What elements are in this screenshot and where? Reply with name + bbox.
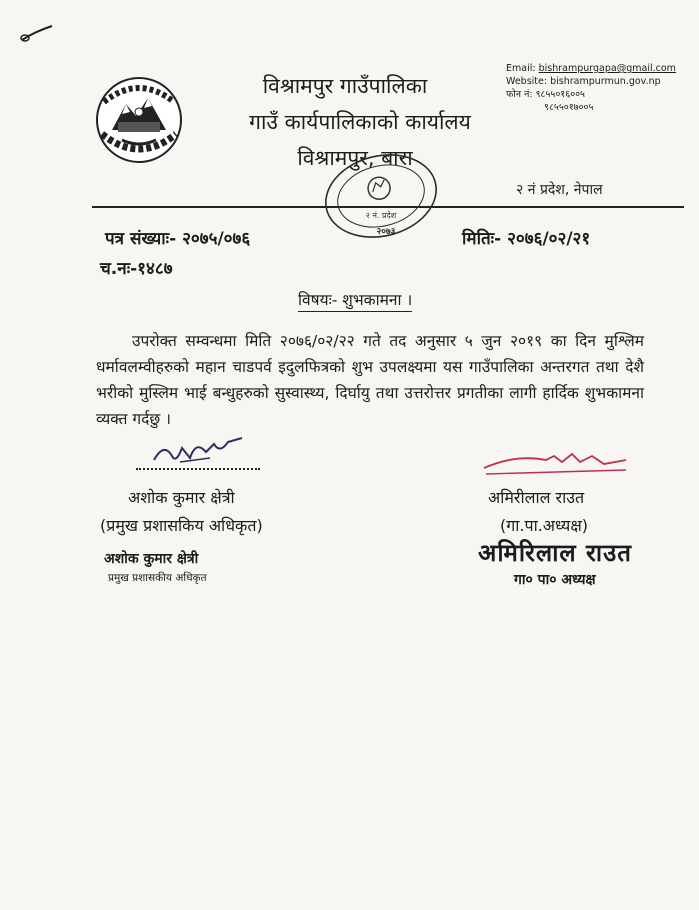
website-link[interactable]: bishrampurmun.gov.np bbox=[550, 76, 661, 87]
left-dotted-line bbox=[136, 468, 260, 470]
website-label: Website: bbox=[506, 76, 548, 87]
nepal-emblem-icon bbox=[92, 72, 186, 168]
pen-mark-icon bbox=[20, 22, 56, 44]
patra-sankhya bbox=[105, 226, 250, 249]
letterhead-line-1: विश्रामपुर गाउँपालिका bbox=[262, 74, 428, 98]
left-signatory-title: (प्रमुख प्रशासकिय अधिकृत) bbox=[100, 516, 263, 535]
email-label: Email: bbox=[506, 63, 536, 74]
letter-body: उपरोक्त सम्वन्धमा मिति २०७६/०२/२२ गते तद अनुसार ५ जुन २०१९ का दिन मुश्लिम धर्मावलम्वीहरुको महान चाडपर्व इदुलफित्रको शुभ उपलक्ष्यमा यस गाउँपालिका अन्तरगत तथा देशै भरीको मुस्लिम भाई बन्धुहरुको सुस्वास्थ्य, दिर्घायु तथा उत्तरोत्तर प्रगतीका लागी हार्दिक शुभकामना व्यक्त गर्दछु । bbox=[96, 332, 644, 428]
letterhead-line-2: गाउँ कार्यपालिकाको कार्यालय bbox=[249, 110, 471, 134]
contact-block bbox=[506, 62, 676, 114]
province-label: २ नं प्रदेश, नेपाल bbox=[516, 182, 603, 198]
right-signature-icon bbox=[476, 446, 636, 480]
left-signatory-name: अशोक कुमार क्षेत्री bbox=[128, 488, 235, 507]
chalani-number: च.नः-१४८७ bbox=[100, 259, 173, 279]
patra-label: पत्र संख्याः- bbox=[105, 229, 177, 249]
miti bbox=[462, 226, 590, 249]
left-stamp-name: अशोक कुमार क्षेत्री bbox=[104, 551, 199, 567]
office-seal-icon bbox=[316, 146, 446, 246]
letterhead-line-3: विश्रामपुर, बारा bbox=[297, 146, 413, 170]
seal-province-text: २ नं. प्रदेश bbox=[365, 211, 397, 220]
subject-line: विषयः- शुभकामना । bbox=[298, 288, 412, 312]
seal-year-text: २०७३ bbox=[376, 227, 396, 237]
right-signatory-title: (गा.पा.अध्यक्ष) bbox=[500, 516, 589, 535]
phone-1: ९८५५०१६००५ bbox=[535, 89, 585, 100]
right-stamp-name: अमिरिलाल राउत bbox=[478, 539, 632, 567]
left-stamp-title: प्रमुख प्रशासकीय अधिकृत bbox=[108, 572, 207, 584]
right-signatory-name: अमिरीलाल राउत bbox=[488, 488, 585, 507]
miti-value: २०७६/०२/२१ bbox=[507, 229, 591, 249]
miti-label: मितिः- bbox=[462, 229, 502, 249]
patra-value: २०७५/०७६ bbox=[182, 229, 251, 249]
email-link[interactable]: bishrampurgapa@gmail.com bbox=[538, 63, 676, 74]
left-signature-icon bbox=[150, 430, 250, 470]
phone-2: ९८५५०१७००५ bbox=[544, 102, 594, 113]
right-stamp-title: गा० पा० अध्यक्ष bbox=[514, 572, 596, 588]
phone-label: फोन नं: bbox=[506, 89, 533, 100]
